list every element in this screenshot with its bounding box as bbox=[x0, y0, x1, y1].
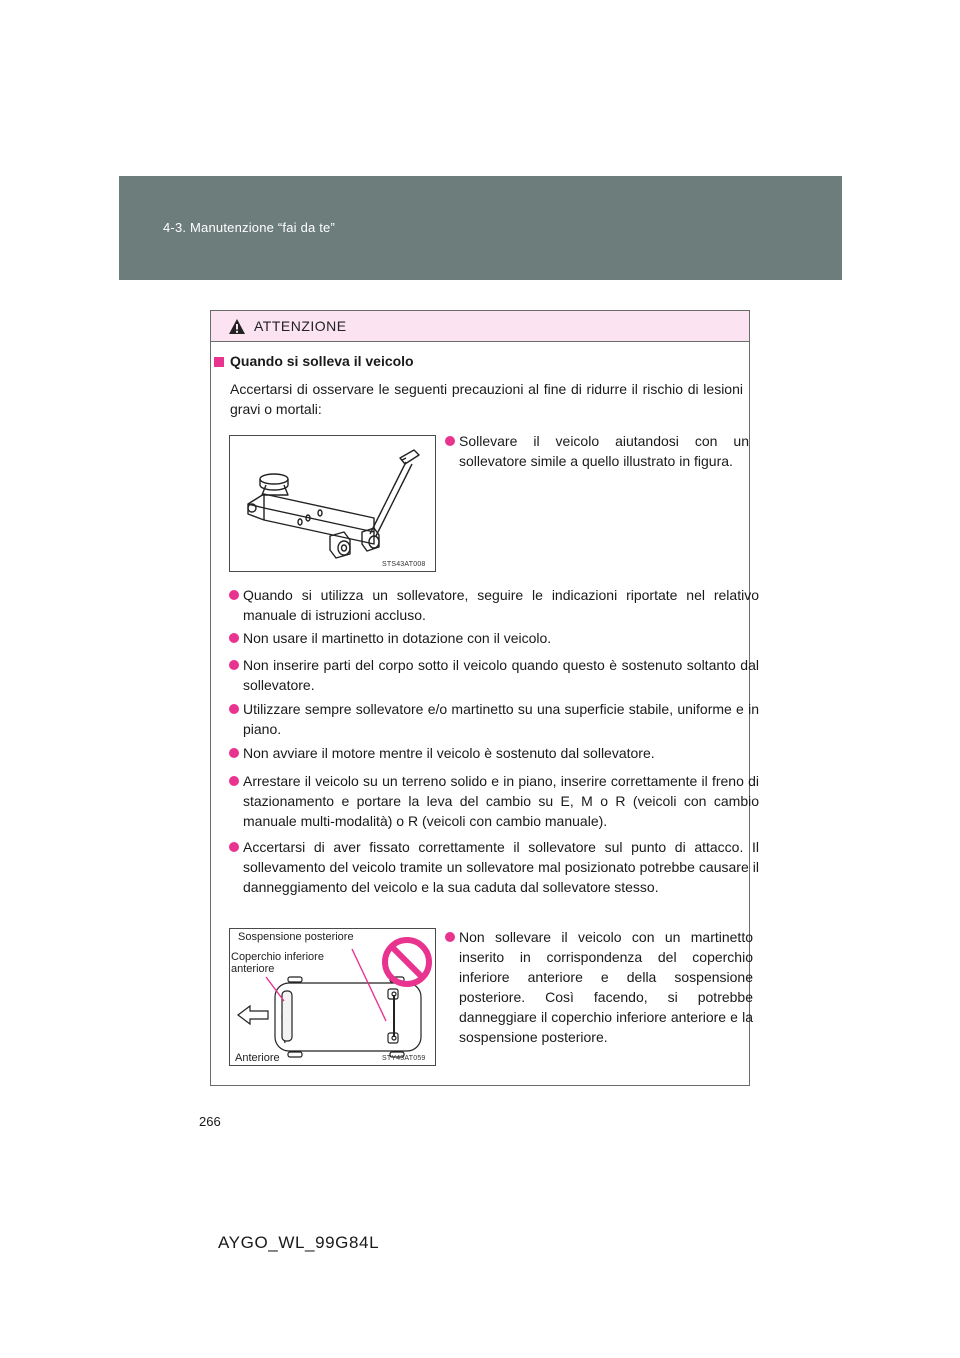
bullet-icon bbox=[229, 590, 239, 600]
warning-triangle-icon bbox=[228, 318, 246, 335]
bullet-icon bbox=[229, 842, 239, 852]
page-number: 266 bbox=[199, 1114, 221, 1129]
bullet-icon bbox=[445, 932, 455, 942]
figure-code: STS43AT008 bbox=[382, 561, 426, 568]
section-title: 4-3. Manutenzione “fai da te” bbox=[163, 220, 336, 235]
bullet-icon bbox=[229, 660, 239, 670]
intro-text: Accertarsi di osservare le seguenti precauzioni al fine di ridurre il rischio di lesioni gravi o mortali: bbox=[230, 381, 743, 417]
figure-floor-jack bbox=[229, 435, 436, 572]
list-item: Accertarsi di aver fissato correttamente il sollevatore sul punto di attacco. Il sollevamento del veicolo tramite un sollevatore mal posizionato potrebbe causare il danneggiamento del veicolo e la sua caduta dal sollevatore stesso. bbox=[229, 837, 759, 897]
prohibition-sign-icon bbox=[385, 940, 429, 984]
list-item: Non sollevare il veicolo con un martinetto inserito in corrispondenza del coperchio inferiore anteriore e della sospensione posteriore. Così facendo, si potrebbe danneggiare il coperchio inferiore anteriore e la sospensione posteriore. bbox=[445, 927, 753, 1047]
label-front-cover: Coperchio inferiore anteriore bbox=[231, 951, 324, 975]
document-id: AYGO_WL_99G84L bbox=[218, 1233, 380, 1252]
section-marker-icon bbox=[214, 357, 224, 367]
bullet-icon bbox=[229, 704, 239, 714]
bullet-icon bbox=[229, 776, 239, 786]
bullet-icon bbox=[229, 633, 239, 643]
list-item: Quando si utilizza un sollevatore, seguire le indicazioni riportate nel relativo manuale di istruzioni accluso. bbox=[229, 585, 759, 625]
list-item: Sollevare il veicolo aiutandosi con un sollevatore simile a quello illustrato in figura. bbox=[445, 431, 749, 471]
floor-jack-illustration-icon bbox=[230, 436, 435, 571]
label-front: Anteriore bbox=[235, 1052, 280, 1064]
lift-diagram bbox=[230, 929, 435, 1065]
label-rear-suspension: Sospensione posteriore bbox=[238, 931, 354, 943]
section-heading: Quando si solleva il veicolo bbox=[230, 353, 414, 369]
figure-lift-points bbox=[229, 928, 436, 1066]
warning-box bbox=[210, 310, 759, 1086]
warning-header bbox=[211, 311, 749, 342]
figure-code: STY43AT059 bbox=[382, 1055, 426, 1062]
warning-title: ATTENZIONE bbox=[254, 318, 347, 334]
list-item: Arrestare il veicolo su un terreno solido e in piano, inserire correttamente il freno di stazionamento e portare la leva del cambio su E, M o R (veicoli con cambio manuale multi-modalità) o R (veicoli con cambio manuale). bbox=[229, 771, 759, 831]
list-item: Non inserire parti del corpo sotto il veicolo quando questo è sostenuto soltanto dal sollevatore. bbox=[229, 655, 759, 695]
list-item: Non avviare il motore mentre il veicolo è sostenuto dal sollevatore. bbox=[229, 743, 759, 763]
list-item: Non usare il martinetto in dotazione con il veicolo. bbox=[229, 628, 759, 648]
bullet-icon bbox=[445, 436, 455, 446]
list-item: Utilizzare sempre sollevatore e/o martinetto su una superficie stabile, uniforme e in piano. bbox=[229, 699, 759, 739]
bullet-icon bbox=[229, 748, 239, 758]
